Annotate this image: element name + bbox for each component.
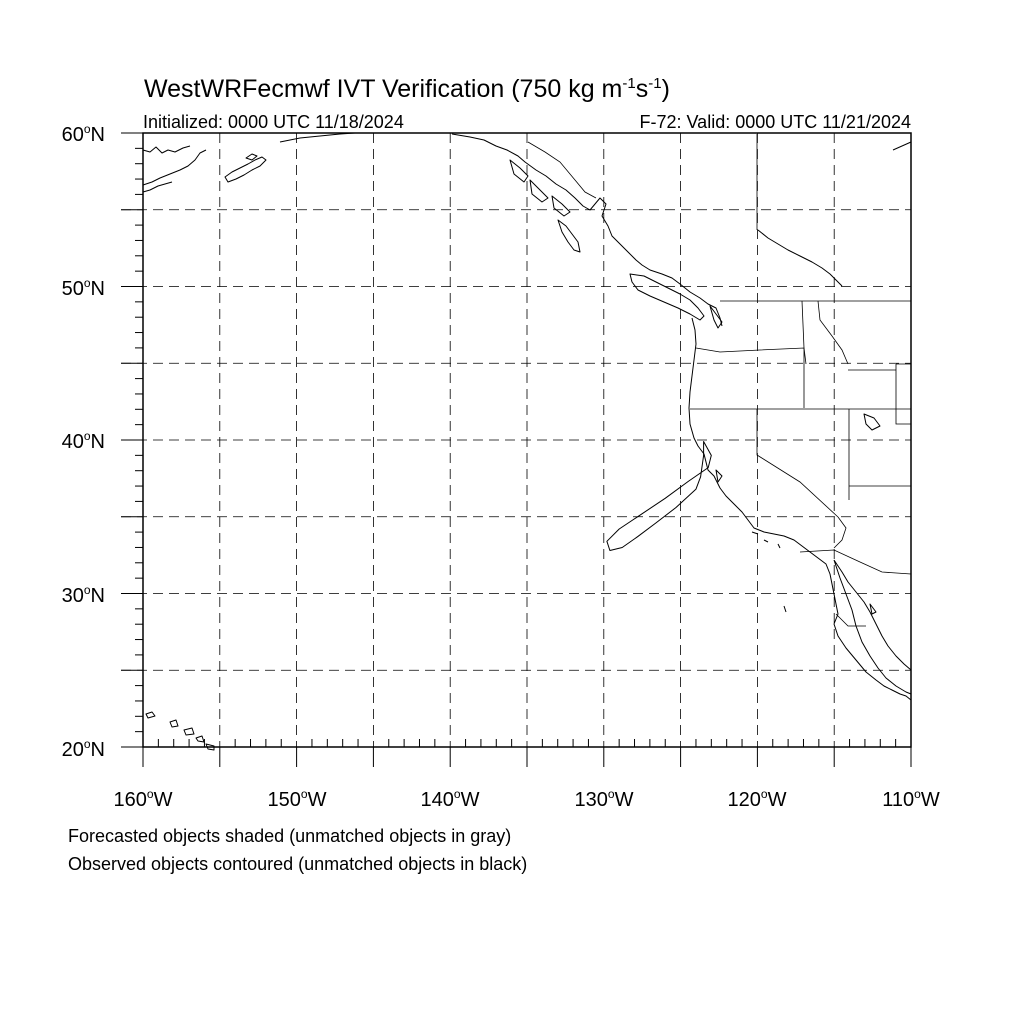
lat-lon-grid (121, 133, 911, 747)
lat-label-60: 60$^o$N (61, 122, 105, 146)
panhandle-islands (510, 160, 570, 216)
alaska-coast (143, 133, 355, 192)
great-salt-lake (864, 414, 880, 430)
gulf-of-california (834, 560, 911, 694)
lon-label-160w: 160$^o$W (113, 787, 173, 811)
us-mexico-border (800, 550, 911, 574)
haida-gwaii (558, 220, 580, 252)
lat-label-20: 20$^o$N (61, 737, 105, 761)
lat-label-40: 40$^o$N (61, 429, 105, 453)
california-nevada-border (757, 409, 838, 517)
baja-islands (784, 604, 876, 614)
hawaii-islands (146, 712, 214, 750)
alaska-canada-border (528, 142, 596, 198)
legend-forecast-note: Forecasted objects shaded (unmatched objects in gray) (68, 826, 512, 846)
idaho-montana-border (818, 301, 848, 364)
lon-label-140w: 140$^o$W (420, 787, 480, 811)
canada-coast-north (893, 142, 911, 150)
observed-object-contour (607, 442, 711, 551)
lat-label-30: 30$^o$N (61, 583, 105, 607)
lon-labels (114, 787, 940, 811)
lon-label-120w: 120$^o$W (727, 787, 787, 811)
canada-interior-line (758, 230, 842, 286)
idaho-washington-border (802, 301, 804, 408)
subtitle-initialized: Initialized: 0000 UTC 11/18/2024 (143, 112, 404, 132)
lat-label-50: 50$^o$N (61, 276, 105, 300)
lat-labels (62, 122, 105, 761)
figure-title: WestWRFecmwf IVT Verification (750 kg $m^{-1}s^{-1}$) (144, 75, 670, 103)
legend-observed-note: Observed objects contoured (unmatched objects in black) (68, 854, 528, 874)
wyoming-border (896, 364, 911, 424)
lon-label-110w: 110$^o$W (882, 787, 940, 811)
vancouver-island (630, 274, 704, 320)
panhandle-coast (452, 134, 722, 326)
us-west-coast (689, 318, 911, 700)
washington-oregon-border (696, 348, 806, 364)
arizona-california-border (834, 517, 846, 548)
subtitle-valid: F-72: Valid: 0000 UTC 11/21/2024 (639, 112, 911, 132)
axis-ticks (121, 133, 911, 767)
san-francisco-bay (716, 470, 722, 482)
lon-label-130w: 130$^o$W (574, 787, 634, 811)
lon-label-150w: 150$^o$W (267, 787, 327, 811)
sonora-border (836, 614, 866, 626)
